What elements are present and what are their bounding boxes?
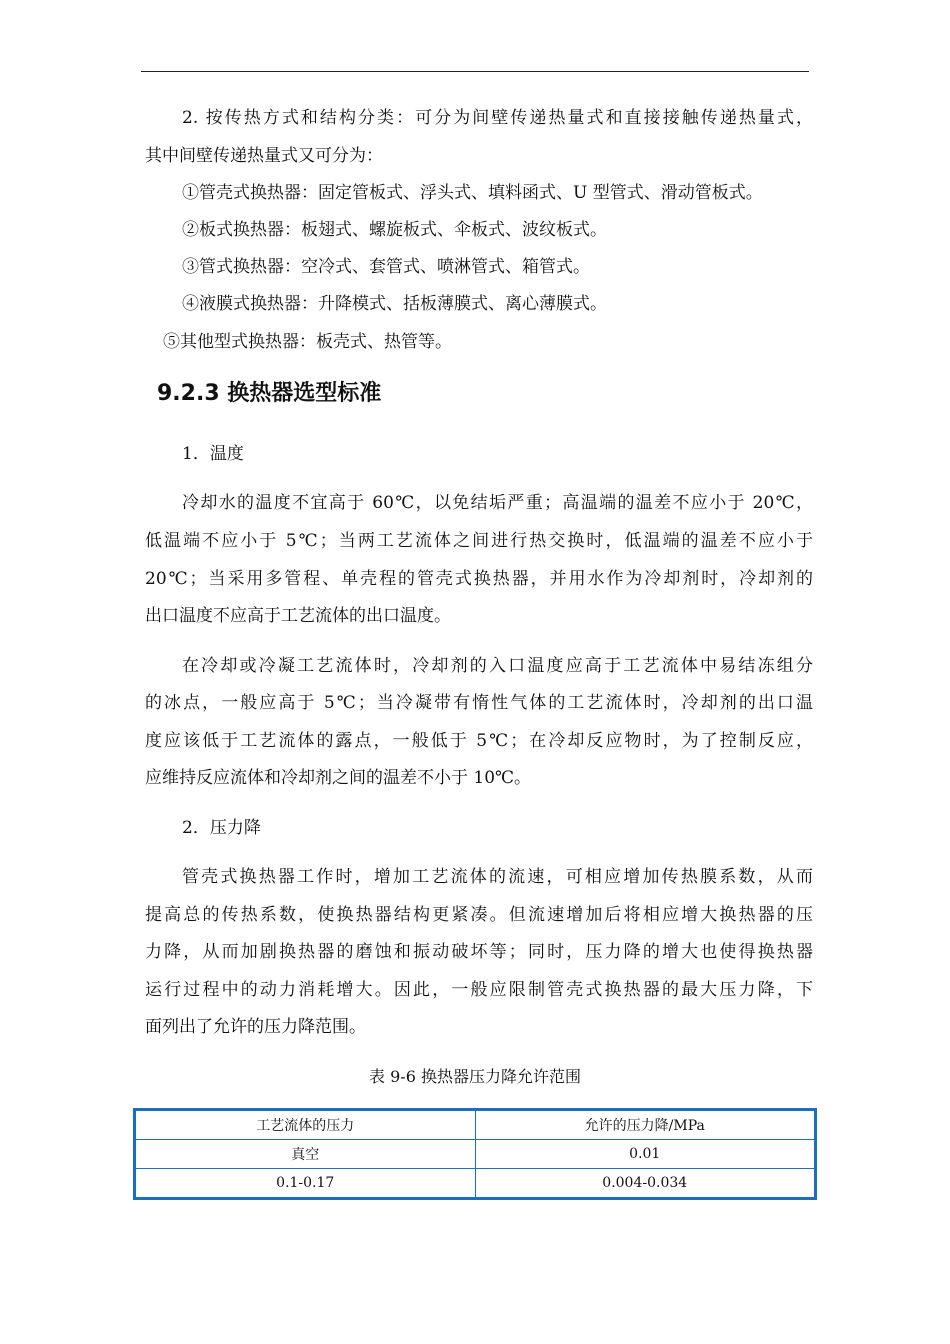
list-item: ②板式换热器：板翅式、螺旋板式、伞板式、波纹板式。: [182, 220, 607, 240]
temperature-para2-line: 在冷却或冷凝工艺流体时，冷却剂的入口温度应高于工艺流体中易结冻组分: [182, 656, 813, 676]
list-item: ④液膜式换热器：升降模式、括板薄膜式、离心薄膜式。: [182, 294, 607, 314]
pressure-para-line: 力降，从而加剧换热器的磨蚀和振动破坏等；同时，压力降的增大也使得换热器: [145, 942, 813, 962]
classification-line-2: 其中间壁传递热量式又可分为：: [145, 146, 383, 166]
table-cell: 真空: [135, 1140, 476, 1169]
pressure-para-line: 提高总的传热系数，使换热器结构更紧凑。但流速增加后将相应增大换热器的压: [145, 905, 813, 925]
pressure-drop-table: [133, 1108, 817, 1200]
table-cell: 0.01: [475, 1140, 816, 1169]
subsection-title-pressure-drop: 2．压力降: [182, 818, 261, 838]
table-header-cell: 允许的压力降/MPa: [475, 1110, 816, 1140]
temperature-para1-line: 冷却水的温度不宜高于 60℃，以免结垢严重；高温端的温差不应小于 20℃，: [182, 493, 813, 513]
pressure-para-line: 管壳式换热器工作时，增加工艺流体的流速，可相应增加传热膜系数，从而: [182, 867, 813, 887]
temperature-para2-line: 度应该低于工艺流体的露点，一般低于 5℃；在冷却反应物时，为了控制反应，: [145, 731, 813, 751]
header-rule: [141, 71, 809, 72]
temperature-para1-line: 低温端不应小于 5℃；当两工艺流体之间进行热交换时，低温端的温差不应小于: [145, 531, 813, 551]
temperature-para1-line: 出口温度不应高于工艺流体的出口温度。: [145, 606, 451, 626]
temperature-para2-line: 的冰点，一般应高于 5℃；当冷凝带有惰性气体的工艺流体时，冷却剂的出口温: [145, 693, 813, 713]
table-cell: 0.004-0.034: [475, 1169, 816, 1199]
list-item: ①管壳式换热器：固定管板式、浮头式、填料函式、U 型管式、滑动管板式。: [182, 183, 763, 203]
table-row: [135, 1140, 816, 1169]
list-item: ③管式换热器：空冷式、套管式、喷淋管式、箱管式。: [182, 257, 590, 277]
table-cell: 0.1-0.17: [135, 1169, 476, 1199]
table-header-row: [135, 1110, 816, 1140]
table-header-cell: 工艺流体的压力: [135, 1110, 476, 1140]
pressure-para-line: 面列出了允许的压力降范围。: [145, 1017, 366, 1037]
classification-line-1: 2. 按传热方式和结构分类：可分为间壁传递热量式和直接接触传递热量式，: [182, 108, 813, 128]
section-heading: 9.2.3 换热器选型标准: [157, 381, 382, 406]
temperature-para2-line: 应维持反应流体和冷却剂之间的温差不小于 10℃。: [145, 768, 532, 788]
temperature-para1-line: 20℃；当采用多管程、单壳程的管壳式换热器，并用水作为冷却剂时，冷却剂的: [145, 569, 813, 589]
table-row: [135, 1169, 816, 1199]
subsection-title-temperature: 1．温度: [182, 444, 244, 464]
list-item: ⑤其他型式换热器：板壳式、热管等。: [163, 332, 452, 352]
pressure-para-line: 运行过程中的动力消耗增大。因此，一般应限制管壳式换热器的最大压力降，下: [145, 980, 813, 1000]
table-caption: 表 9-6 换热器压力降允许范围: [369, 1067, 581, 1086]
